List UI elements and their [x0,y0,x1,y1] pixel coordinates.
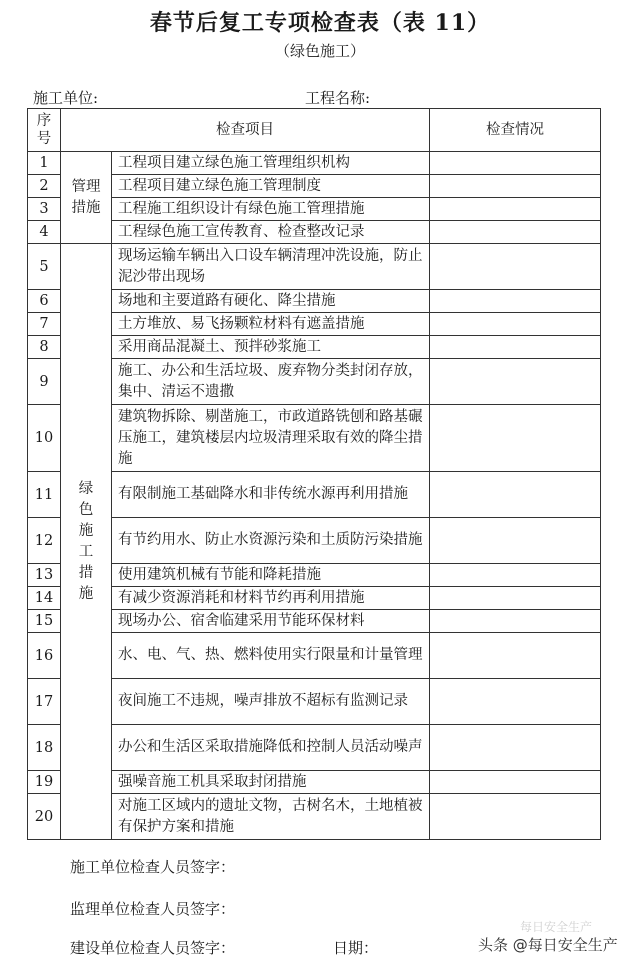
column-header-status: 检查情况 [430,109,601,152]
status-cell[interactable] [430,679,601,725]
column-header-item: 检查项目 [61,109,430,152]
table-row [28,405,601,472]
row-number: 8 [28,336,61,359]
check-item: 夜间施工不违规，噪声排放不超标有监测记录 [112,679,430,725]
status-cell[interactable] [430,336,601,359]
row-number: 19 [28,771,61,794]
row-number: 1 [28,152,61,175]
table-row [28,175,601,198]
row-number: 16 [28,633,61,679]
check-item: 工程项目建立绿色施工管理组织机构 [112,152,430,175]
status-cell[interactable] [430,472,601,518]
row-number: 9 [28,359,61,405]
status-cell[interactable] [430,587,601,610]
table-row [28,152,601,175]
status-cell[interactable] [430,198,601,221]
status-cell[interactable] [430,152,601,175]
status-cell[interactable] [430,290,601,313]
table-row [28,198,601,221]
table-row [28,336,601,359]
watermark-faint: 每日安全生产 [520,920,593,934]
table-row [28,771,601,794]
page-title: 春节后复工专项检查表（表 11） [149,10,491,36]
category-label: 管理措施 [71,178,101,216]
check-item: 场地和主要道路有硬化、降尘措施 [112,290,430,313]
row-number: 7 [28,313,61,336]
watermark: 头条 @每日安全生产 [478,936,618,954]
table-row [28,794,601,840]
check-item: 施工、办公和生活垃圾、废弃物分类封闭存放，集中、清运不遗撒 [112,359,430,405]
table-row [28,725,601,771]
row-number: 10 [28,405,61,472]
supervision-signature-label: 监理单位检查人员签字： [70,900,236,918]
table-row [28,518,601,564]
check-item: 办公和生活区采取措施降低和控制人员活动噪声 [112,725,430,771]
check-item: 建筑物拆除、剔凿施工，市政道路铣刨和路基碾压施工，建筑楼层内垃圾清理采取有效的降尘措施 [112,405,430,472]
row-number: 15 [28,610,61,633]
table-row [28,472,601,518]
row-number: 4 [28,221,61,244]
check-item: 有限制施工基础降水和非传统水源再利用措施 [112,472,430,518]
table-row [28,244,601,290]
owner-signature-label: 建设单位检查人员签字： [70,939,236,957]
row-number: 14 [28,587,61,610]
row-number: 6 [28,290,61,313]
check-item: 现场办公、宿舍临建采用节能环保材料 [112,610,430,633]
status-cell[interactable] [430,771,601,794]
category-green-construction [61,244,112,840]
table-row [28,290,601,313]
status-cell[interactable] [430,221,601,244]
status-cell[interactable] [430,633,601,679]
status-cell[interactable] [430,564,601,587]
check-item: 有减少资源消耗和材料节约再利用措施 [112,587,430,610]
table-row [28,313,601,336]
category-management [61,152,112,244]
status-cell[interactable] [430,405,601,472]
status-cell[interactable] [430,518,601,564]
row-number: 12 [28,518,61,564]
page-subtitle: （绿色施工） [274,42,365,60]
table-row [28,679,601,725]
category-label: 绿色施工措施 [78,480,94,602]
check-item: 对施工区域内的遗址文物，古树名木，土地植被有保护方案和措施 [112,794,430,840]
unit-label: 施工单位: [33,89,99,107]
column-header-no: 序号 [28,109,61,152]
checklist-table [27,108,601,840]
project-label: 工程名称: [305,89,371,107]
row-number: 5 [28,244,61,290]
check-item: 工程施工组织设计有绿色施工管理措施 [112,198,430,221]
date-label: 日期： [333,939,379,957]
table-row [28,359,601,405]
check-item: 工程绿色施工宣传教育、检查整改记录 [112,221,430,244]
row-number: 20 [28,794,61,840]
row-number: 2 [28,175,61,198]
status-cell[interactable] [430,794,601,840]
status-cell[interactable] [430,359,601,405]
check-item: 土方堆放、易飞扬颗粒材料有遮盖措施 [112,313,430,336]
table-row [28,564,601,587]
check-item: 现场运输车辆出入口设车辆清理冲洗设施，防止泥沙带出现场 [112,244,430,290]
status-cell[interactable] [430,725,601,771]
check-item: 采用商品混凝土、预拌砂浆施工 [112,336,430,359]
construction-signature-label: 施工单位检查人员签字： [70,858,236,876]
status-cell[interactable] [430,244,601,290]
table-row [28,610,601,633]
status-cell[interactable] [430,313,601,336]
status-cell[interactable] [430,610,601,633]
row-number: 13 [28,564,61,587]
row-number: 17 [28,679,61,725]
check-item: 水、电、气、热、燃料使用实行限量和计量管理 [112,633,430,679]
table-header-row [28,109,601,152]
row-number: 3 [28,198,61,221]
check-item: 有节约用水、防止水资源污染和土质防污染措施 [112,518,430,564]
table-row [28,633,601,679]
check-item: 使用建筑机械有节能和降耗措施 [112,564,430,587]
row-number: 11 [28,472,61,518]
table-row [28,221,601,244]
check-item: 工程项目建立绿色施工管理制度 [112,175,430,198]
status-cell[interactable] [430,175,601,198]
table-row [28,587,601,610]
check-item: 强噪音施工机具采取封闭措施 [112,771,430,794]
row-number: 18 [28,725,61,771]
